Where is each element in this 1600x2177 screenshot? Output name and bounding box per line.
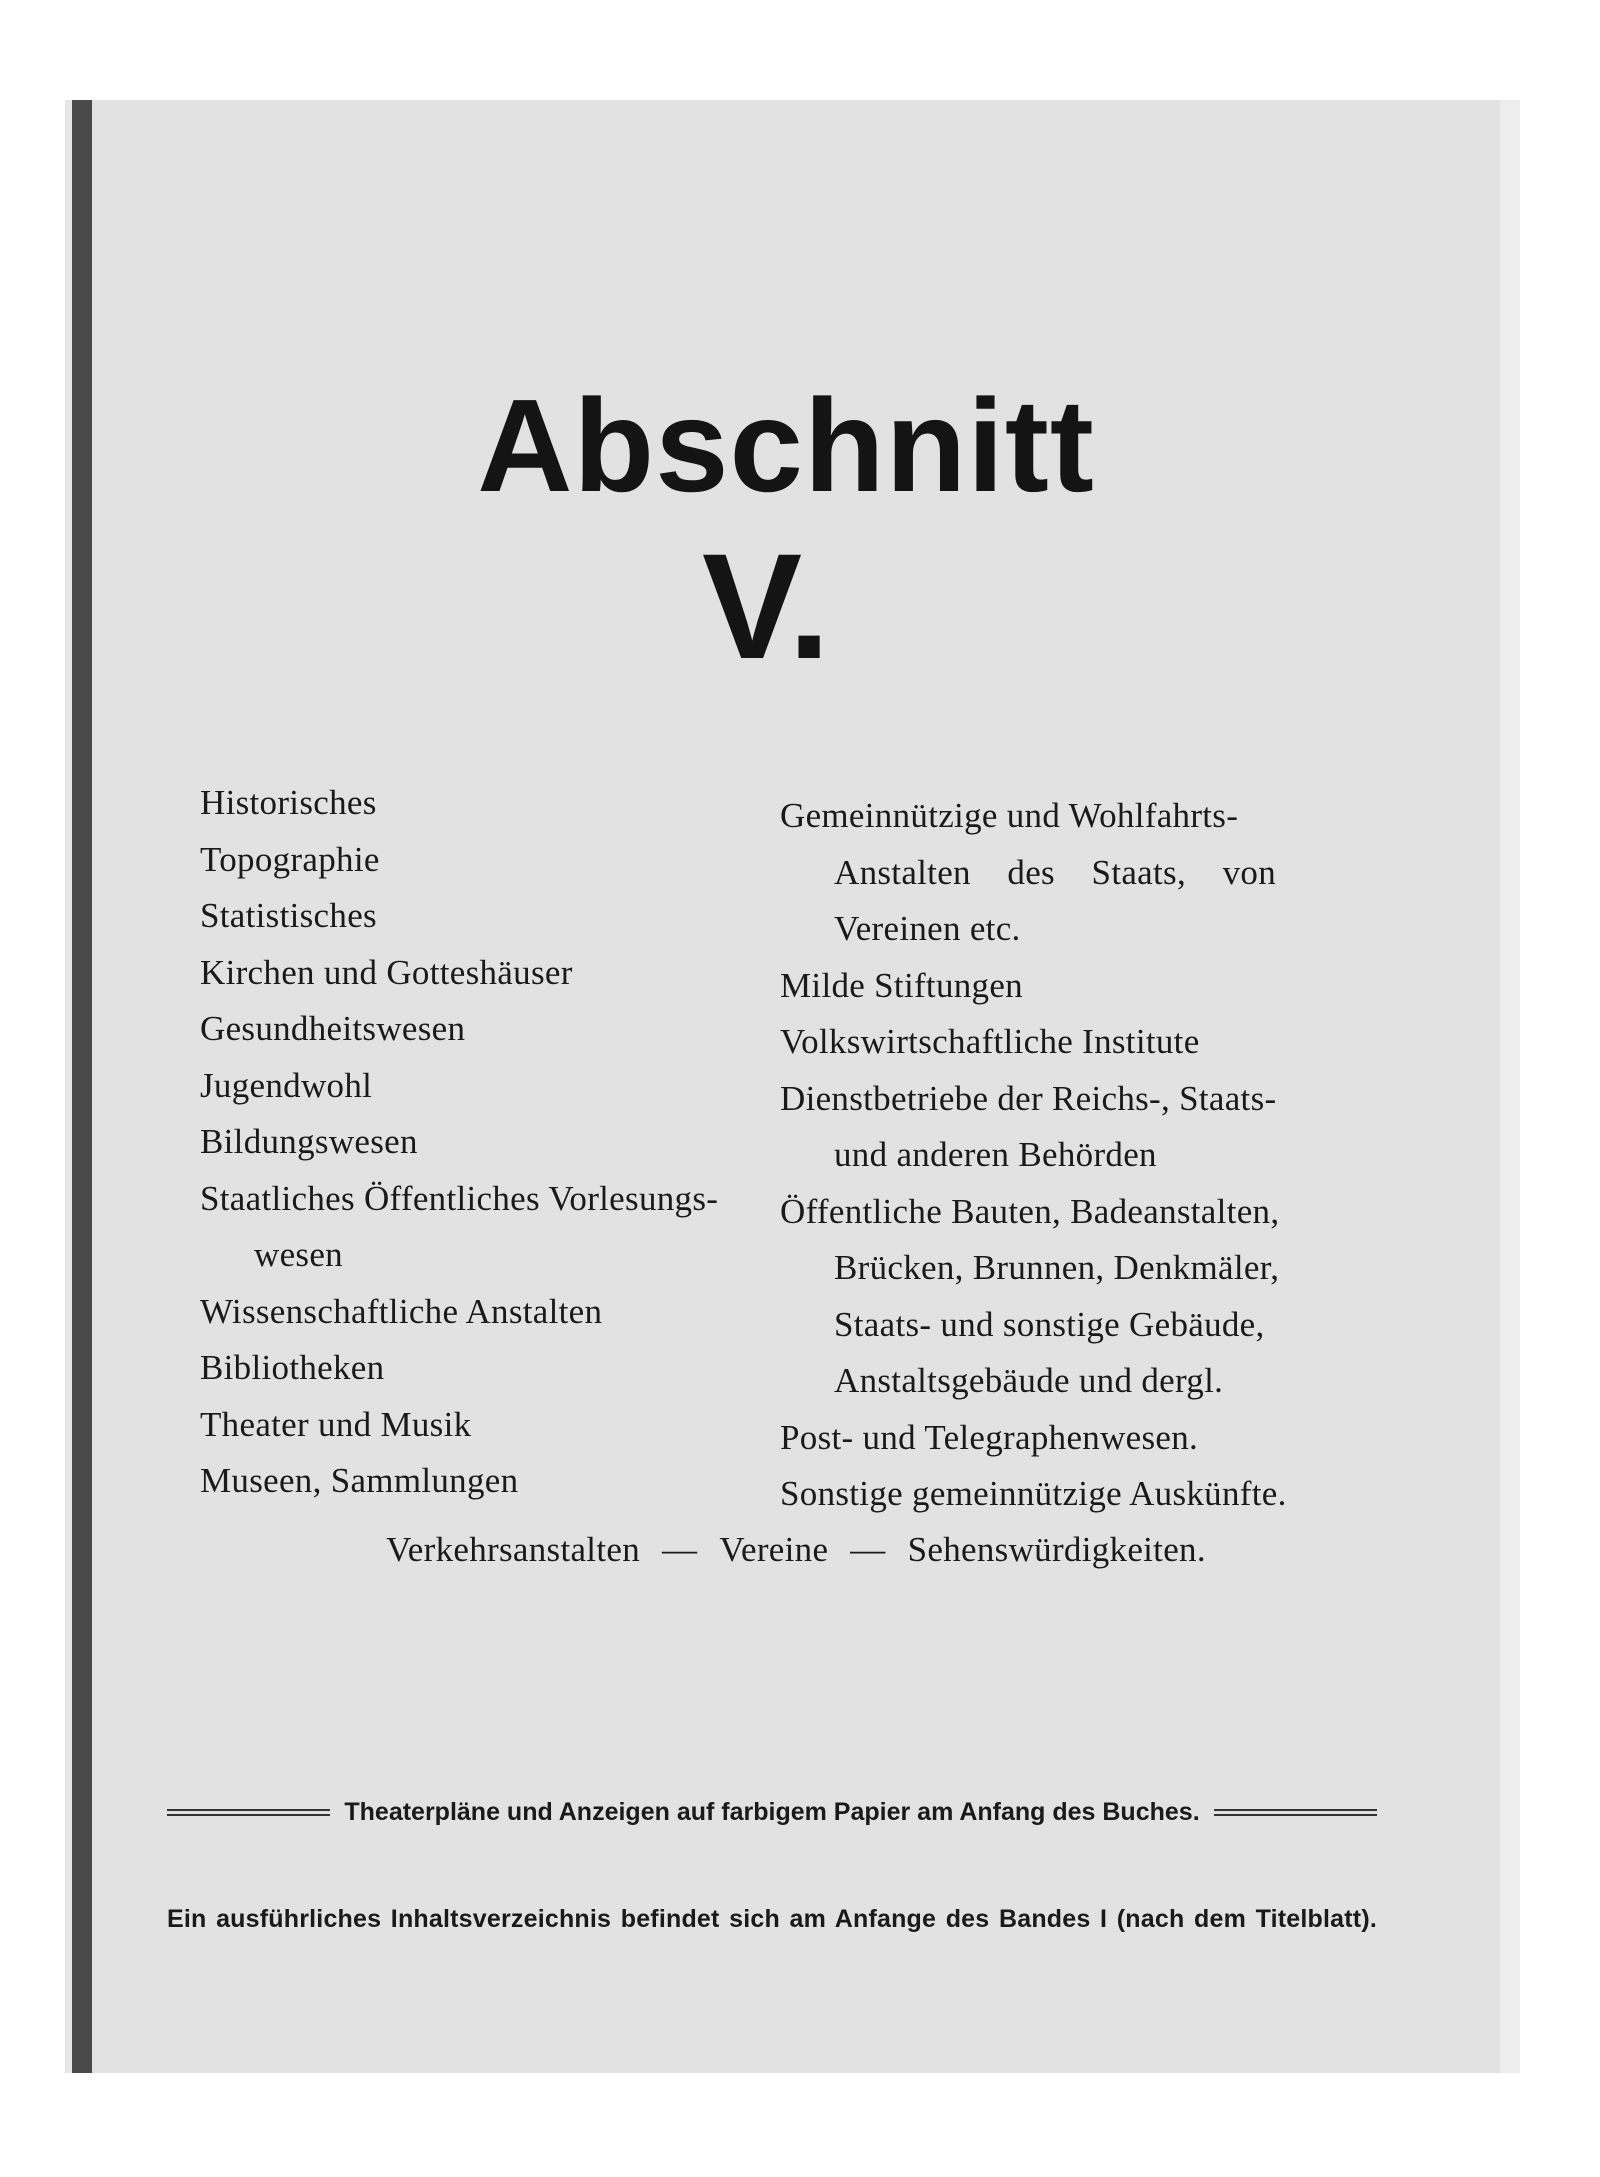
topic-entry: Bibliotheken bbox=[200, 1348, 385, 1387]
topic-entry: Bildungswesen bbox=[200, 1122, 418, 1161]
notice-text: Theaterpläne und Anzeigen auf farbigem Papier am Anfang des Buches. bbox=[344, 1798, 1200, 1826]
topic-entry: Museen, Sammlungen bbox=[200, 1461, 519, 1500]
topic-entry: Kirchen und Gotteshäuser bbox=[200, 952, 573, 992]
topic-entry: Topographie bbox=[200, 839, 380, 879]
scan-right-margin bbox=[1500, 100, 1520, 2073]
topic-entry-continuation: und anderen Behörden bbox=[834, 1135, 1157, 1174]
topic-entry: Sonstige gemeinnützige Auskünfte. bbox=[780, 1474, 1287, 1513]
section-title: Abschnitt bbox=[477, 372, 1095, 519]
topic-entry-continuation: Brücken, Brunnen, Denkmäler, bbox=[834, 1248, 1280, 1287]
topic-entry: Staatliches Öffentliches Vorlesungs- bbox=[200, 1178, 719, 1218]
topic-entry: Wissenschaftliche Anstalten bbox=[200, 1291, 603, 1331]
topic-entry-continuation: wesen bbox=[254, 1235, 343, 1274]
topic-entry-continuation: Vereinen etc. bbox=[834, 909, 1021, 948]
dash-separator: — bbox=[662, 1530, 698, 1569]
topic-entry-continuation: Anstalten des Staats, von bbox=[834, 852, 1276, 892]
topic-entry: Gemeinnützige und Wohlfahrts- bbox=[780, 796, 1239, 835]
closing-topic: Vereine bbox=[719, 1530, 829, 1569]
document-page bbox=[92, 100, 1500, 2073]
topic-entry-continuation: Anstaltsgebäude und dergl. bbox=[834, 1361, 1224, 1400]
topic-entry: Jugendwohl bbox=[200, 1065, 373, 1105]
closing-topics-line bbox=[92, 1530, 1500, 1570]
right-topic-column bbox=[780, 788, 1445, 1523]
double-rule-right bbox=[1214, 1809, 1377, 1816]
topic-entry: Milde Stiftungen bbox=[780, 965, 1023, 1005]
double-rule-left bbox=[167, 1809, 330, 1816]
left-topic-column bbox=[200, 775, 760, 1510]
topic-entry: Volkswirtschaftliche Institute bbox=[780, 1022, 1200, 1061]
topic-entry: Öffentliche Bauten, Badeanstalten, bbox=[780, 1191, 1280, 1231]
topic-entry: Post- und Telegraphenwesen. bbox=[780, 1417, 1199, 1457]
topic-entry: Dienstbetriebe der Reichs-, Staats- bbox=[780, 1078, 1277, 1118]
notice-line bbox=[167, 1798, 1377, 1827]
index-note: Ein ausführliches Inhaltsverzeichnis befindet sich am Anfange des Bandes I (nach dem Titelblatt). bbox=[167, 1905, 1377, 1933]
closing-topic: Verkehrsanstalten bbox=[386, 1530, 640, 1569]
topic-entry: Historisches bbox=[200, 783, 377, 822]
topic-entry-continuation: Staats- und sonstige Gebäude, bbox=[834, 1304, 1265, 1344]
closing-topic: Sehenswürdigkeiten. bbox=[907, 1530, 1206, 1569]
topic-entry: Statistisches bbox=[200, 896, 377, 935]
section-number: V. bbox=[702, 522, 830, 690]
topic-entry: Theater und Musik bbox=[200, 1404, 472, 1444]
topic-entry: Gesundheitswesen bbox=[200, 1009, 466, 1048]
dash-separator: — bbox=[850, 1530, 886, 1569]
